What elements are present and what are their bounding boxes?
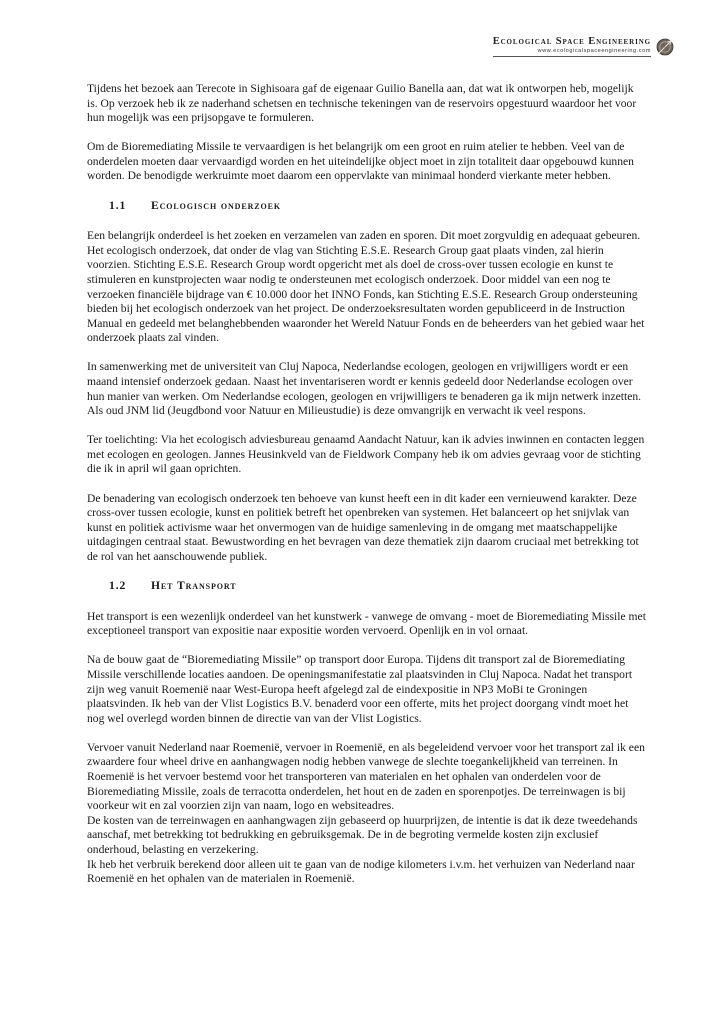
section-number: 1.1 [109, 198, 127, 212]
header-text [493, 36, 651, 57]
body-paragraph: In samenwerking met de universiteit van Cluj Napoca, Nederlandse ecologen, geologen en vrijwilligers wordt er een maand intensief onderzoek gedaan. Naast het inventariseren wordt er kennis gedeeld door Nederlandse ecologen over hun manier van werken. Om Nederlandse ecologen, geologen en vrijwilligers te benaderen ga ik mijn netwerk inzetten. Als oud JNM lid (Jeugdbond voor Natuur en Milieustudie) is deze omvangrijk en verwacht ik veel respons. [87, 360, 642, 418]
body-paragraph: Ter toelichting: Via het ecologisch adviesbureau genaamd Aandacht Natuur, kan ik advies inwinnen en contacten leggen met ecologen en geologen. Jannes Heusinkveld van de Fieldwork Company heb ik om advies gevraag voor de stichting die ik in april wil gaan oprichten. [87, 433, 645, 476]
body-paragraph: Ik heb het verbruik berekend door alleen uit te gaan van de nodige kilometers i.v.m. het verhuizen van Nederland naar Roemenië en het ophalen van de materialen in Roemenië. [87, 857, 635, 886]
body-paragraph: Vervoer vanuit Nederland naar Roemenië, vervoer in Roemenië, en als begeleidend vervoer voor het transport zal ik een zwaardere four wheel drive en aanhangwagen nodig hebben vanwege de slechte toegankelijkheid van terreinen. In Roemenië is het vervoer bestemd voor het transporteren van materialen en het ophalen van onderdelen voor de Bioremediating Missile, zoals de terracotta onderdelen, het hout en de zaden en sporenpotjes. De terreinwagen is bij voorkeur wit en zal voorzien zijn van naam, logo en websiteadres. [87, 740, 645, 813]
compass-globe-logo-icon [656, 38, 674, 56]
section-title: Ecologisch onderzoek [151, 198, 281, 212]
header-title: Ecological Space Engineering [492, 36, 651, 47]
body-paragraph: Het transport is een wezenlijk onderdeel van het kunstwerk - vanwege de omvang - moet de Bioremediating Missile met exceptioneel transport van expositie naar expositie worden vervoerd. Openlijk en in vol ornaat. [87, 609, 646, 638]
body-paragraph: Na de bouw gaat de “Bioremediating Missile” op transport door Europa. Tijdens dit transport zal de Bioremediating Missile verschillende locaties aandoen. De openingsmanifestatie zal plaatsvinden in Cluj Napoca. Nadat het transport zijn weg vanuit Roemenië naar West-Europa heeft afgelegd zal de eindexpositie in NP3 MoBi te Groningen plaatsvinden. Ik heb van der Vlist Logistics B.V. benaderd voor een offerte, mits het project doorgang vindt moet het nog wel overlegd worden binnen de directie van van der Vlist Logistics. [87, 653, 633, 725]
body-paragraph: Een belangrijk onderdeel is het zoeken en verzamelen van zaden en sporen. Dit moet zorgvuldig en adequaat gebeuren. Het ecologisch onderzoek, dat onder de vlag van Stichting E.S.E. Research Group gaat plaats vinden, zal hierin voorzien. Stichting E.S.E. Research Group wordt opgericht met als doel de cross-over tussen ecologie en kunst te stimuleren en kunstprojecten waar nodig te ondersteunen met ecologisch onderzoek. Door middel van een nog te verzoeken financiële bijdrage van € 10.000 door het INNO Fonds, kan Stichting E.S.E. Research Group ondersteuning bieden bij het ecologisch onderzoek van het project. De onderzoeksresultaten worden gepubliceerd in de Instruction Manual en gedeeld met belanghebbenden waaronder het Wereld Natuur Fonds en de beheerders van het gebied waar het onderzoek plaats zal vinden. [87, 229, 645, 345]
body-paragraph: Tijdens het bezoek aan Terecote in Sighisoara gaf de eigenaar Guilio Banella aan, dat wat ik ontworpen heb, mogelijk is. Op verzoek heb ik ze naderhand schetsen en technische tekeningen van de reservoirs opgestuurd waardoor het voor hun mogelijk was een prijsopgave te formuleren. [87, 82, 637, 125]
section-heading [109, 199, 647, 214]
document-body [87, 82, 647, 887]
page-header [493, 36, 674, 57]
section-heading [109, 579, 647, 594]
header-url: www.ecologicalspaceengineering.com [537, 48, 651, 54]
section-title: Het Transport [151, 579, 237, 593]
body-paragraph: De kosten van de terreinwagen en aanhangwagen zijn gebaseerd op huurprijzen, de intentie is dat ik deze tweedehands aanschaf, met betrekking tot bedrukking en gebruiksgemak. De in de begroting vermelde kosten zijn exclusief onderhoud, belasting en verzekering. [87, 813, 638, 856]
section-number: 1.2 [109, 579, 127, 593]
body-paragraph: Om de Bioremediating Missile te vervaardigen is het belangrijk om een groot en ruim atelier te hebben. Veel van de onderdelen moeten daar vervaardigd worden en het uiteindelijke object moet in zijn totaliteit daar opgebouwd kunnen worden. De benodigde werkruimte moet daarom een oppervlakte van minimaal honderd vierkante meter hebben. [87, 140, 634, 183]
body-paragraph: De benadering van ecologisch onderzoek ten behoeve van kunst heeft een in dit kader een vernieuwend karakter. Deze cross-over tussen ecologie, kunst en politiek betreft het openbreken van systemen. Het balanceert op het snijvlak van kunst en politiek activisme waar het onvermogen van de huidige samenleving in de omgang met maatschappelijke uitdagingen centraal staat. Bewustwording en het bevragen van deze thematiek zijn daarom cruciaal met betrekking tot de rol van het aanschouwende publiek. [87, 491, 639, 563]
